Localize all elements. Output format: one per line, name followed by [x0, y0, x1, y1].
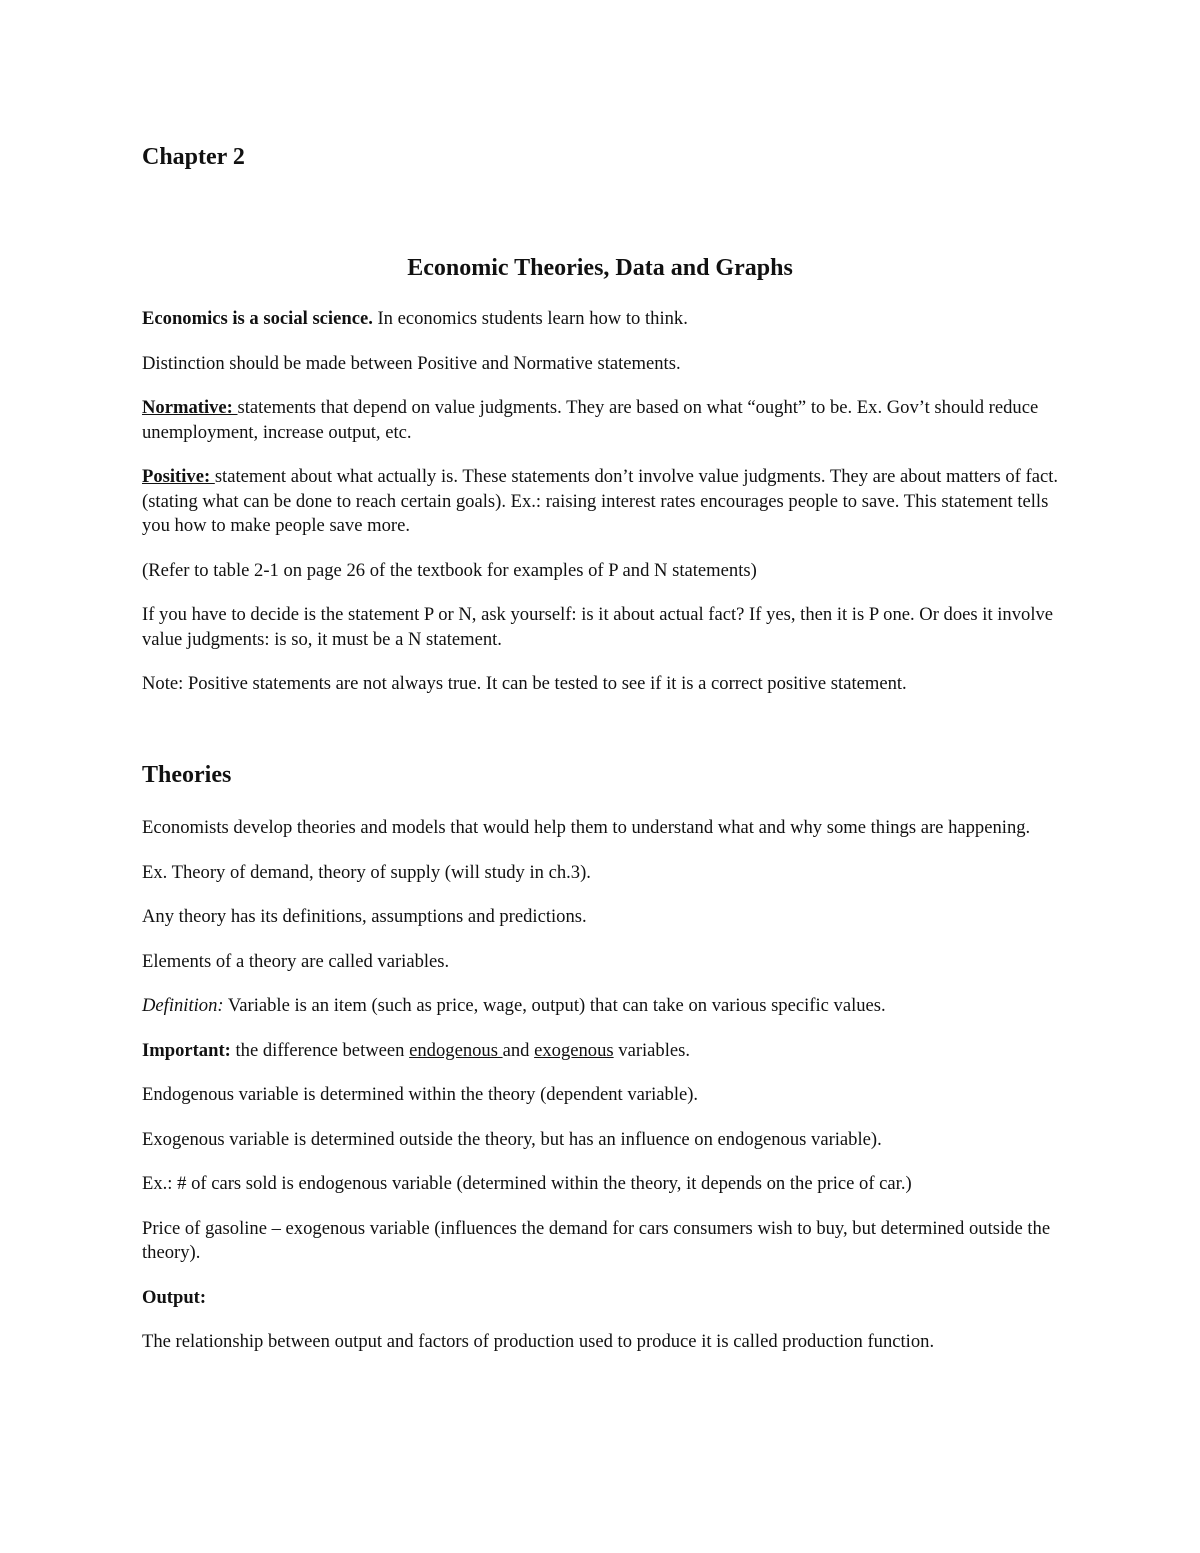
paragraph-endogenous: Endogenous variable is determined within the theory (dependent variable).	[142, 1084, 699, 1105]
paragraph-example-gasoline: Price of gasoline – exogenous variable (influences the demand for cars consumers wish to buy, but determined outside the theory).	[142, 1217, 1051, 1263]
theories-section	[142, 762, 1058, 1375]
paragraph-exogenous: Exogenous variable is determined outside the theory, but has an influence on endogenous variable).	[142, 1128, 882, 1150]
paragraph-note: Note: Positive statements are not always true. It can be tested to see if it is a correct positive statement.	[142, 673, 907, 694]
paragraph-important	[142, 1039, 1058, 1064]
output-term: Output:	[142, 1286, 207, 1308]
paragraph-normative	[142, 396, 1058, 445]
paragraph-economics-science	[142, 307, 1058, 332]
paragraph-decide: If you have to decide is the statement P or N, ask yourself: is it about actual fact? If yes, then it is P one. Or does it involve value judgments: is so, it must be a N statement.	[142, 604, 1054, 650]
paragraph-output-heading	[142, 1286, 1058, 1311]
important-post: variables.	[613, 1039, 691, 1061]
important-mid: and	[502, 1039, 535, 1061]
important-term: Important:	[142, 1039, 231, 1061]
economics-science-text: In economics students learn how to think.	[372, 308, 688, 329]
intro-section	[142, 307, 1058, 717]
exogenous-term: exogenous	[534, 1039, 614, 1061]
endogenous-term: endogenous	[409, 1039, 503, 1061]
paragraph-definition	[142, 994, 1058, 1019]
normative-term: Normative:	[142, 397, 238, 418]
paragraph-production-function: The relationship between output and factors of production used to produce it is called production function.	[142, 1331, 935, 1352]
paragraph-positive	[142, 465, 1058, 539]
economics-science-lead: Economics is a social science.	[142, 308, 373, 329]
positive-definition: statement about what actually is. These statements don’t involve value judgments. They are about matters of fact. (stating what can be done to reach certain goals). Ex.: raising interest rates encourages people to save. This statement tells you how to make people save more.	[142, 466, 1059, 536]
paragraph-theories-intro: Economists develop theories and models that would help them to understand what and why some things are happening.	[142, 817, 1031, 838]
theories-heading: Theories	[142, 762, 232, 788]
normative-definition: statements that depend on value judgments. They are based on what “ought” to be. Ex. Gov’t should reduce unemployment, increase output, etc.	[142, 397, 1039, 443]
paragraph-theory-components: Any theory has its definitions, assumptions and predictions.	[142, 906, 587, 927]
paragraph-refer-table: (Refer to table 2-1 on page 26 of the textbook for examples of P and N statements)	[142, 559, 757, 581]
document-title: Economic Theories, Data and Graphs	[407, 255, 793, 281]
chapter-heading: Chapter 2	[142, 144, 245, 170]
paragraph-example-cars: Ex.: # of cars sold is endogenous variable (determined within the theory, it depends on the price of car.)	[142, 1173, 912, 1194]
paragraph-variables: Elements of a theory are called variables.	[142, 950, 450, 972]
definition-text: Variable is an item (such as price, wage, output) that can take on various specific values.	[223, 995, 886, 1016]
important-pre: the difference between	[230, 1039, 410, 1061]
paragraph-distinction: Distinction should be made between Positive and Normative statements.	[142, 352, 681, 374]
positive-term: Positive:	[142, 466, 215, 487]
definition-term: Definition:	[142, 995, 224, 1016]
paragraph-theory-examples: Ex. Theory of demand, theory of supply (will study in ch.3).	[142, 861, 591, 883]
